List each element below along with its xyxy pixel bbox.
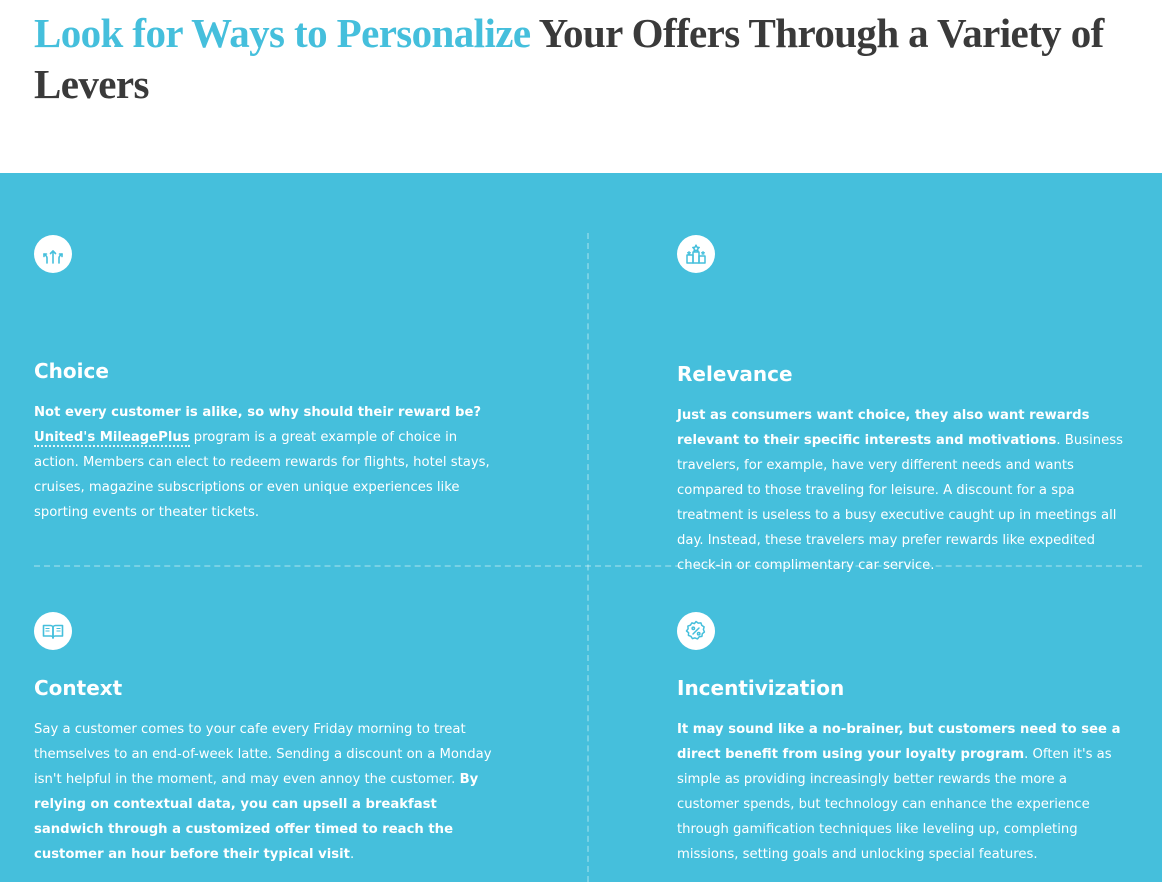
mileageplus-link[interactable]: United's MileagePlus <box>34 430 190 445</box>
card-body-bold: Just as consumers want choice, they also want rewards relevant to their specific interests and motivations <box>677 408 1090 448</box>
card-title: Relevance <box>677 362 793 386</box>
card-body <box>34 717 504 867</box>
card-body-end: . <box>349 847 355 862</box>
card-relevance <box>677 235 1132 573</box>
card-body <box>677 717 1132 867</box>
headline-accent: Look for Ways to Personalize <box>34 10 531 56</box>
headline-rest: Your Offers Through a Variety of Levers <box>34 10 1104 107</box>
card-body-text: program is a great example of choice in action. Members can elect to redeem rewards for flights, hotel stays, cruises, magazine subscriptions or even unique experiences like sporting events or theater tickets. <box>34 430 490 520</box>
discount-badge-icon <box>677 612 715 650</box>
card-incentivization <box>677 612 1132 862</box>
card-body-text: . Business travelers, for example, have very different needs and wants compared to those traveling for leisure. A discount for a spa treatment is useless to a busy executive caught up in meetings all day. Instead, these travelers may prefer rewards like expedited check-in or complimentary car service. <box>677 433 1123 573</box>
card-title: Choice <box>34 359 109 383</box>
vertical-divider <box>587 233 589 882</box>
card-body <box>34 400 504 525</box>
card-body-bold: Not every customer is alike, so why should their reward be? <box>34 405 482 420</box>
card-choice <box>34 235 504 520</box>
card-body-bold: By relying on contextual data, you can upsell a breakfast sandwich through a customized offer timed to reach the customer an hour before their typical visit <box>34 772 479 862</box>
levers-panel <box>0 173 1162 882</box>
page-headline <box>34 8 1162 110</box>
choice-arrows-icon <box>34 235 72 273</box>
card-title: Incentivization <box>677 676 845 700</box>
card-body-text: Say a customer comes to your cafe every Friday morning to treat themselves to an end-of-week latte. Sending a discount on a Monday isn't helpful in the moment, and may even annoy the customer. <box>34 722 492 787</box>
card-context <box>34 612 504 862</box>
podium-icon <box>677 235 715 273</box>
card-title: Context <box>34 676 123 700</box>
card-body <box>677 403 1132 578</box>
card-body-bold: It may sound like a no-brainer, but customers need to see a direct benefit from using your loyalty program <box>677 722 1121 762</box>
open-book-icon <box>34 612 72 650</box>
card-body-text: . Often it's as simple as providing increasingly better rewards the more a customer spends, but technology can enhance the experience through gamification techniques like leveling up, completing missions, setting goals and unlocking special features. <box>677 747 1112 862</box>
